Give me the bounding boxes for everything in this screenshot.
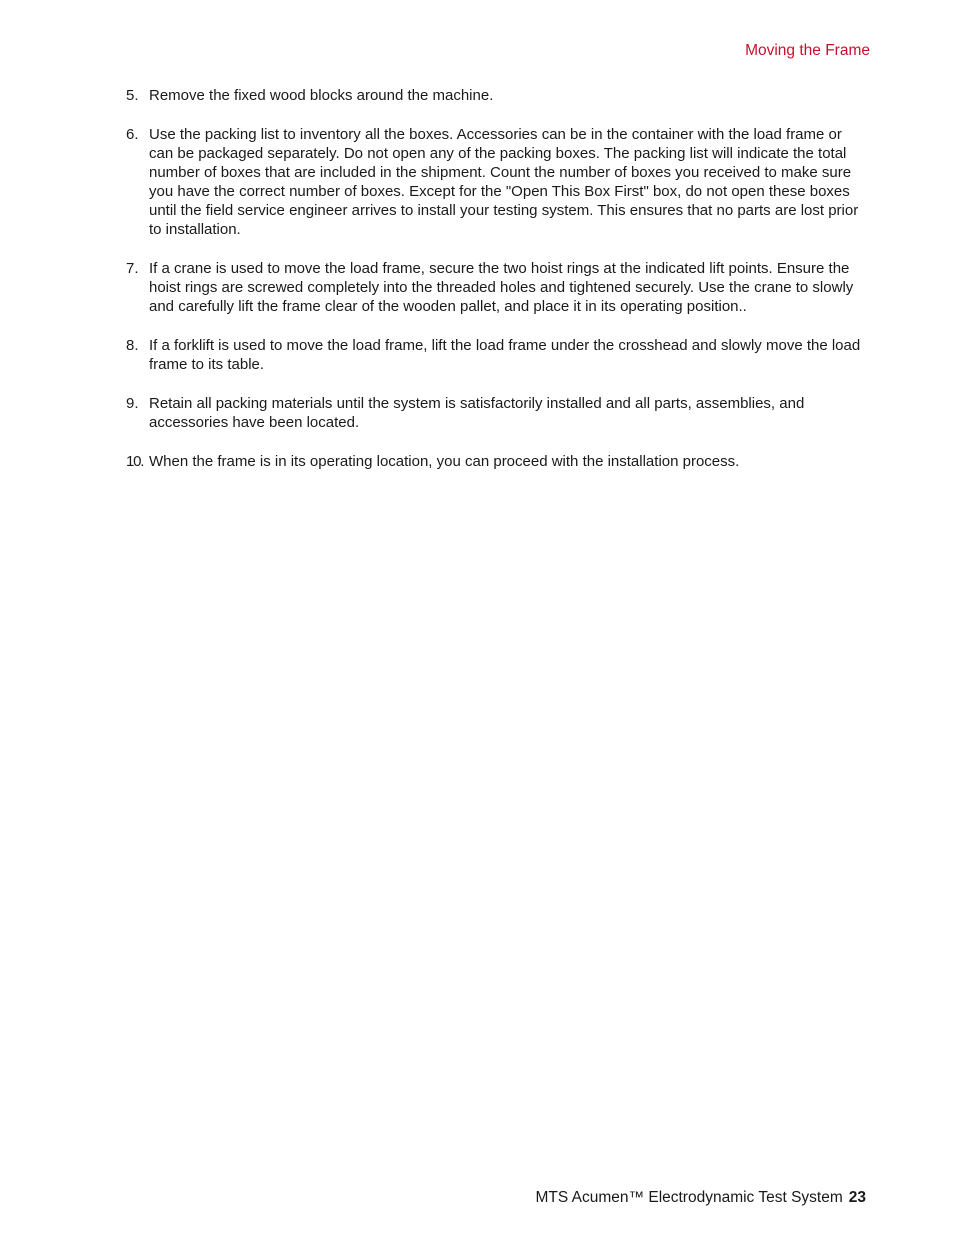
step-text: Retain all packing materials until the system is satisfactorily installed and all parts, assemblies, and accessories have been located. [149,395,805,431]
step-text: When the frame is in its operating location, you can proceed with the installation process. [149,453,740,470]
procedure-step [126,336,870,374]
step-text: If a crane is used to move the load frame, secure the two hoist rings at the indicated lift points. Ensure the hoist rings are screwed completely into the threaded holes and tightened securely. Use the crane to slowly and carefully lift the frame clear of the wooden pallet, and place it in its operating position.. [149,260,854,315]
procedure-step [126,394,870,432]
procedure-step [126,259,870,316]
step-number: 7. [126,260,139,277]
step-number: 6. [126,126,139,143]
step-number: 8. [126,337,139,354]
procedure-step [126,125,870,239]
procedure-steps-list [126,86,870,491]
page-footer [536,1189,866,1207]
page-number: 23 [848,1189,866,1206]
step-number: 5. [126,87,139,104]
step-number: 9. [126,395,139,412]
procedure-step [126,452,870,471]
step-text: Use the packing list to inventory all the boxes. Accessories can be in the container with the load frame or can be packaged separately. Do not open any of the packing boxes. The packing list will indicate the total number of boxes that are included in the shipment. Count the number of boxes you received to make sure you have the correct number of boxes. Except for the "Open This Box First" box, do not open these boxes until the field service engineer arrives to install your testing system. This ensures that no parts are lost prior to installation. [149,126,859,238]
step-number: 10. [126,453,144,470]
step-text: If a forklift is used to move the load frame, lift the load frame under the crosshead and slowly move the load frame to its table. [149,337,861,373]
footer-product-name: MTS Acumen™ Electrodynamic Test System [535,1189,843,1206]
step-text: Remove the fixed wood blocks around the machine. [149,87,494,104]
procedure-step [126,86,870,105]
running-header-section-title: Moving the Frame [745,42,870,59]
